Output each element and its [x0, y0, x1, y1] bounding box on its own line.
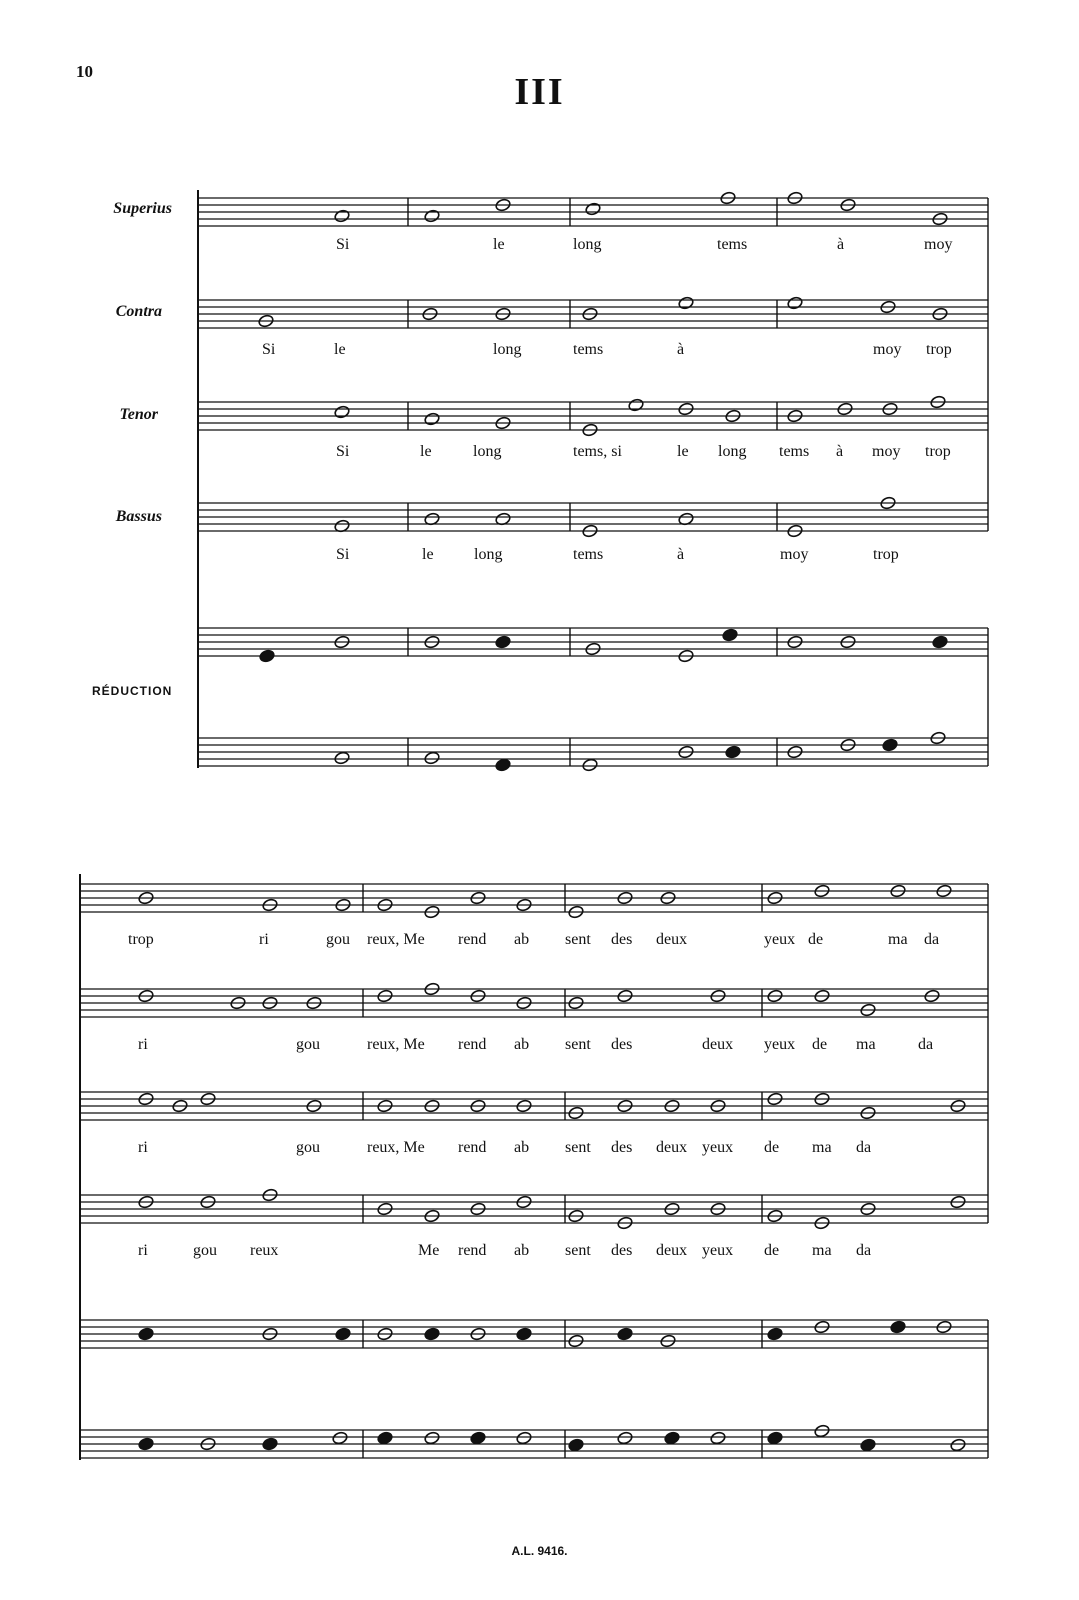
notehead	[678, 296, 695, 310]
notehead	[628, 398, 645, 412]
lyric: tems	[779, 443, 810, 460]
vocal-staff	[80, 1092, 988, 1120]
lyric: trop	[873, 546, 899, 563]
notehead	[516, 1327, 533, 1341]
lyric: ri	[138, 1139, 148, 1156]
notehead	[787, 296, 804, 310]
lyric: reux, Me	[367, 1036, 425, 1053]
vocal-staff	[80, 989, 988, 1017]
notehead	[334, 751, 351, 765]
notehead	[568, 1438, 585, 1452]
voice-label-tenor: Tenor	[119, 406, 158, 423]
lyric: deux	[656, 1139, 688, 1156]
lyric: tems	[717, 236, 748, 253]
reduction-staff	[80, 1320, 988, 1348]
notehead	[814, 1424, 831, 1438]
lyric: ma	[812, 1139, 832, 1156]
lyric: à	[837, 236, 845, 253]
lyric: moy	[872, 443, 901, 460]
lyric: Si	[336, 443, 350, 460]
notehead	[334, 405, 351, 419]
vocal-staff	[198, 198, 988, 226]
lyric: da	[856, 1242, 872, 1259]
lyric: à	[677, 546, 685, 563]
lyric: ma	[888, 931, 908, 948]
vocal-staff	[198, 503, 988, 531]
lyric: rend	[458, 1139, 487, 1156]
lyric: tems	[573, 546, 604, 563]
notehead	[585, 202, 602, 216]
lyric: le	[677, 443, 689, 460]
notehead	[664, 1431, 681, 1445]
notehead	[725, 745, 742, 759]
lyric: reux, Me	[367, 931, 425, 948]
lyric: Me	[418, 1242, 440, 1259]
notehead	[470, 1431, 487, 1445]
lyric: ri	[259, 931, 269, 948]
lyric: rend	[458, 1036, 487, 1053]
lyric: rend	[458, 1242, 487, 1259]
lyric: gou	[296, 1139, 320, 1156]
lyric: à	[677, 341, 685, 358]
vocal-staff	[80, 1195, 988, 1223]
reduction-staff	[198, 738, 988, 766]
lyric: le	[334, 341, 346, 358]
notehead	[424, 412, 441, 426]
lyric: reux	[250, 1242, 279, 1259]
notehead	[617, 1327, 634, 1341]
lyric: des	[611, 931, 633, 948]
lyric: deux	[656, 931, 688, 948]
notehead	[932, 635, 949, 649]
voice-label-contra: Contra	[115, 303, 162, 320]
notehead	[767, 1431, 784, 1445]
notehead	[377, 1431, 394, 1445]
lyric: ma	[812, 1242, 832, 1259]
lyric: des	[611, 1139, 633, 1156]
lyric: Si	[336, 236, 350, 253]
voice-label-superius: Superius	[113, 200, 172, 217]
lyric: sent	[565, 931, 591, 948]
lyric: rend	[458, 931, 487, 948]
voice-label-bassus: Bassus	[115, 508, 162, 525]
vocal-staff	[198, 300, 988, 328]
lyric: deux	[656, 1242, 688, 1259]
notehead	[882, 738, 899, 752]
lyric: da	[918, 1036, 934, 1053]
lyric: deux	[702, 1036, 734, 1053]
lyric: de	[812, 1036, 828, 1053]
lyric: ab	[514, 1242, 530, 1259]
notehead	[860, 1438, 877, 1452]
lyric: trop	[925, 443, 951, 460]
lyric: de	[808, 931, 824, 948]
lyric: reux, Me	[367, 1139, 425, 1156]
lyric: Si	[262, 341, 276, 358]
notehead	[424, 1431, 441, 1445]
lyric: yeux	[702, 1139, 734, 1156]
lyric: ma	[856, 1036, 876, 1053]
notehead	[332, 1431, 349, 1445]
notehead	[495, 635, 512, 649]
vocal-staff	[198, 402, 988, 430]
notehead	[950, 1438, 967, 1452]
lyric: yeux	[764, 931, 796, 948]
plate-number: A.L. 9416.	[511, 1544, 568, 1558]
lyric: moy	[873, 341, 902, 358]
notehead	[259, 649, 276, 663]
lyric: de	[764, 1139, 780, 1156]
lyric: ri	[138, 1036, 148, 1053]
lyric: Si	[336, 546, 350, 563]
lyric: long	[573, 236, 602, 253]
lyric: ri	[138, 1242, 148, 1259]
lyric: gou	[326, 931, 350, 948]
lyric: yeux	[764, 1036, 796, 1053]
notehead	[138, 1437, 155, 1451]
lyric: long	[718, 443, 747, 460]
lyric: des	[611, 1242, 633, 1259]
lyric: de	[764, 1242, 780, 1259]
lyric: tems, si	[573, 443, 622, 460]
lyric: sent	[565, 1242, 591, 1259]
notehead	[516, 1431, 533, 1445]
reduction-staff	[80, 1430, 988, 1458]
notehead	[424, 1327, 441, 1341]
lyric: gou	[193, 1242, 217, 1259]
lyric: long	[474, 546, 503, 563]
notehead	[138, 1327, 155, 1341]
lyric: des	[611, 1036, 633, 1053]
notehead	[617, 1431, 634, 1445]
lyric: tems	[573, 341, 604, 358]
lyric: ab	[514, 1139, 530, 1156]
lyric: trop	[128, 931, 154, 948]
notehead	[334, 209, 351, 223]
lyric: long	[493, 341, 522, 358]
reduction-staff	[198, 628, 988, 656]
lyric: le	[420, 443, 432, 460]
notehead	[262, 1437, 279, 1451]
notehead	[710, 1431, 727, 1445]
vocal-staff	[80, 884, 988, 912]
notehead	[424, 209, 441, 223]
lyric: trop	[926, 341, 952, 358]
notehead	[335, 1327, 352, 1341]
lyric: da	[924, 931, 940, 948]
notehead	[890, 1320, 907, 1334]
lyric: sent	[565, 1036, 591, 1053]
notehead	[424, 751, 441, 765]
piece-title: III	[514, 71, 565, 113]
lyric: gou	[296, 1036, 320, 1053]
page-number: 10	[76, 62, 93, 81]
lyric: yeux	[702, 1242, 734, 1259]
lyric: le	[493, 236, 505, 253]
lyric: ab	[514, 1036, 530, 1053]
lyric: moy	[780, 546, 809, 563]
notehead	[495, 758, 512, 772]
notehead	[722, 628, 739, 642]
reduction-label: RÉDUCTION	[92, 684, 173, 698]
notehead	[582, 758, 599, 772]
notehead	[767, 1327, 784, 1341]
lyric: da	[856, 1139, 872, 1156]
lyric: à	[836, 443, 844, 460]
lyric: ab	[514, 931, 530, 948]
lyric: sent	[565, 1139, 591, 1156]
lyric: moy	[924, 236, 953, 253]
lyric: long	[473, 443, 502, 460]
lyric: le	[422, 546, 434, 563]
